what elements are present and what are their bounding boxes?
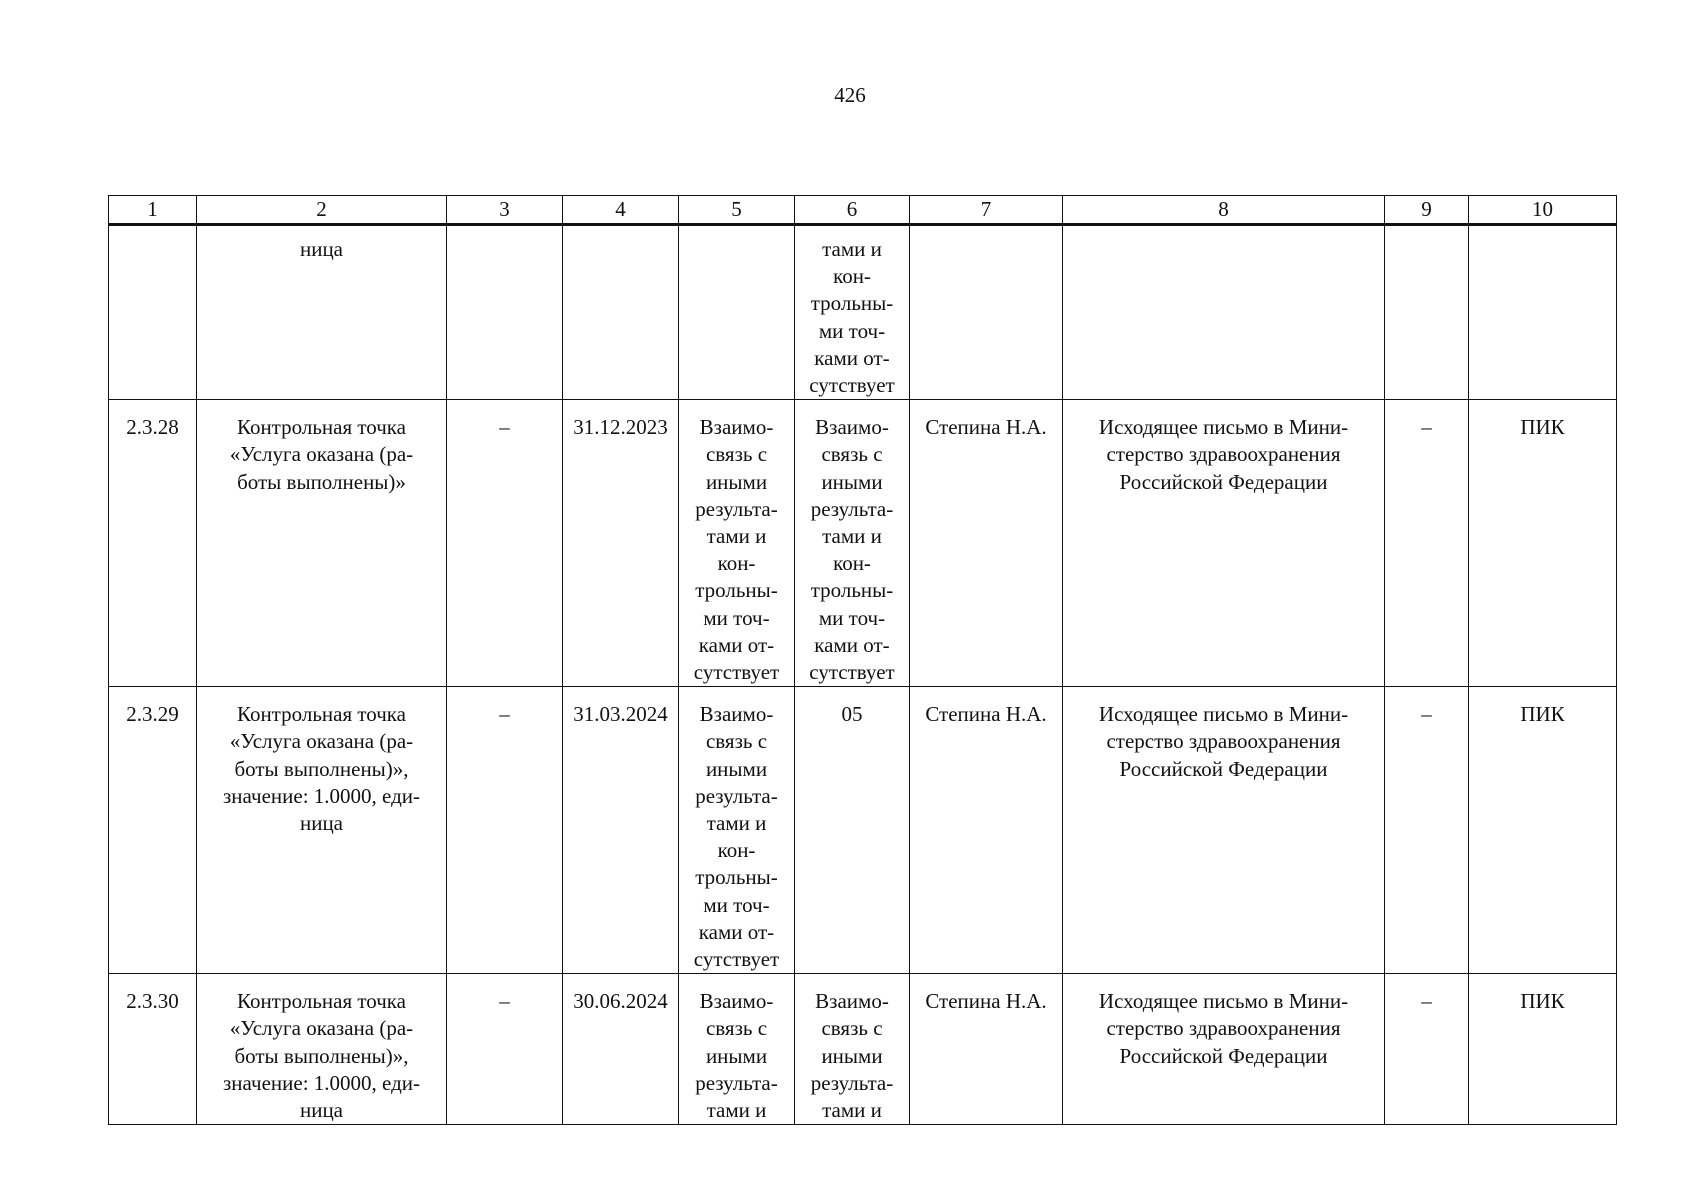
cell-col10: ПИК xyxy=(1469,687,1617,974)
cell-col3: – xyxy=(447,400,563,687)
cell-col5: Взаимо- связь с иными результа- тами и кон- трольны- ми точ- ками от- сутствует xyxy=(679,400,795,687)
cell-col10: ПИК xyxy=(1469,974,1617,1125)
cell-number: 2.3.30 xyxy=(109,974,197,1125)
cell-date: 30.06.2024 xyxy=(563,974,679,1125)
cell-col6: Взаимо- связь с иными результа- тами и кон- трольны- ми точ- ками от- сутствует xyxy=(795,400,910,687)
cell-responsible xyxy=(910,225,1063,400)
cell-col9: – xyxy=(1385,687,1469,974)
cell-number: 2.3.29 xyxy=(109,687,197,974)
cell-name: Контрольная точка «Услуга оказана (ра- боты выполнены)», значение: 1.0000, еди- ница xyxy=(197,974,447,1125)
table-body xyxy=(109,225,1617,1125)
cell-number xyxy=(109,225,197,400)
column-header-3: 3 xyxy=(447,196,563,225)
table-row xyxy=(109,974,1617,1125)
header-row xyxy=(109,196,1617,225)
cell-date: 31.03.2024 xyxy=(563,687,679,974)
cell-responsible: Степина Н.А. xyxy=(910,974,1063,1125)
cell-col5: Взаимо- связь с иными результа- тами и xyxy=(679,974,795,1125)
cell-name: Контрольная точка «Услуга оказана (ра- боты выполнены)» xyxy=(197,400,447,687)
cell-col3 xyxy=(447,225,563,400)
cell-date: 31.12.2023 xyxy=(563,400,679,687)
cell-document xyxy=(1063,225,1385,400)
column-header-2: 2 xyxy=(197,196,447,225)
page-number: 426 xyxy=(834,83,866,107)
cell-number: 2.3.28 xyxy=(109,400,197,687)
cell-name: Контрольная точка «Услуга оказана (ра- боты выполнены)», значение: 1.0000, еди- ница xyxy=(197,687,447,974)
column-header-7: 7 xyxy=(910,196,1063,225)
cell-col3: – xyxy=(447,687,563,974)
cell-document: Исходящее письмо в Мини- стерство здравоохранения Российской Федерации xyxy=(1063,687,1385,974)
cell-col5 xyxy=(679,225,795,400)
cell-col9: – xyxy=(1385,400,1469,687)
cell-col9: – xyxy=(1385,974,1469,1125)
cell-col10: ПИК xyxy=(1469,400,1617,687)
cell-responsible: Степина Н.А. xyxy=(910,400,1063,687)
column-header-1: 1 xyxy=(109,196,197,225)
cell-responsible: Степина Н.А. xyxy=(910,687,1063,974)
cell-col5: Взаимо- связь с иными результа- тами и кон- трольны- ми точ- ками от- сутствует xyxy=(679,687,795,974)
document-table xyxy=(108,195,1617,1125)
table-row xyxy=(109,400,1617,687)
cell-col6: тами и кон- трольны- ми точ- ками от- сутствует xyxy=(795,225,910,400)
table-row xyxy=(109,225,1617,400)
cell-col3: – xyxy=(447,974,563,1125)
column-header-8: 8 xyxy=(1063,196,1385,225)
cell-col6: Взаимо- связь с иными результа- тами и xyxy=(795,974,910,1125)
cell-col6: 05 xyxy=(795,687,910,974)
cell-document: Исходящее письмо в Мини- стерство здравоохранения Российской Федерации xyxy=(1063,974,1385,1125)
column-header-5: 5 xyxy=(679,196,795,225)
table-row xyxy=(109,687,1617,974)
column-header-6: 6 xyxy=(795,196,910,225)
cell-document: Исходящее письмо в Мини- стерство здравоохранения Российской Федерации xyxy=(1063,400,1385,687)
column-header-9: 9 xyxy=(1385,196,1469,225)
cell-date xyxy=(563,225,679,400)
column-header-4: 4 xyxy=(563,196,679,225)
cell-col10 xyxy=(1469,225,1617,400)
cell-col9 xyxy=(1385,225,1469,400)
table-header xyxy=(109,196,1617,225)
cell-name: ница xyxy=(197,225,447,400)
column-header-10: 10 xyxy=(1469,196,1617,225)
